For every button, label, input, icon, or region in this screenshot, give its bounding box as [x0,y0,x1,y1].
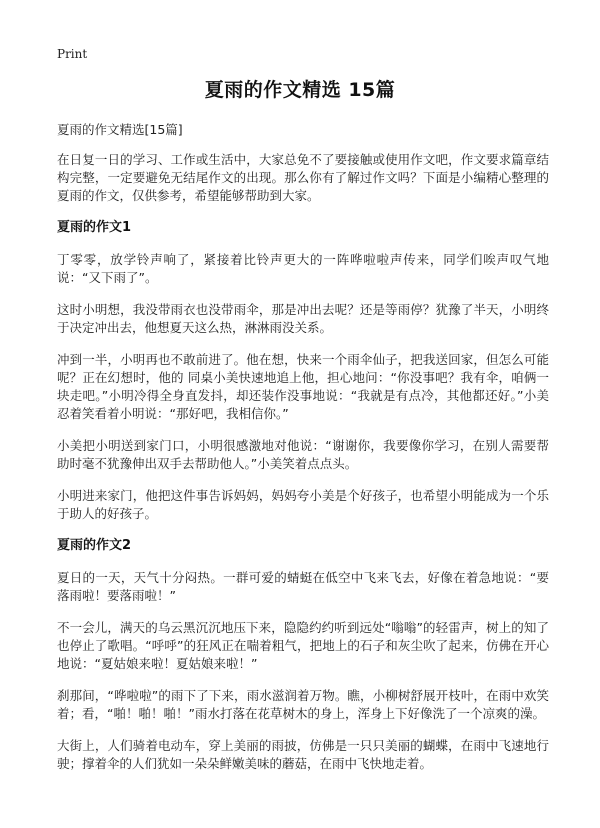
article-body [57,121,549,787]
intro-paragraph: 在日复一日的学习、工作或生活中，大家总免不了要接触或使用作文吧，作文要求篇章结构完整，一定要避免无结尾作文的出现。那么你有了解过作文吗？下面是小编精心整理的夏雨的作文，仅供参考，希望能够帮助到大家。 [57,152,549,203]
paragraph: 冲到一半，小明再也不敢前进了。他在想，快来一个雨伞仙子，把我送回家，但怎么可能呢？正在幻想时，他的 同桌小美快速地追上他，担心地问：“你没事吧？我有伞，咱俩一块走吧。”小明冷得全身直发抖，却还装作没事地说：“我就是有点冷，其他都还好。”小美忍着笑看着小明说：“那好吧，我相信你。” [57,352,549,421]
paragraph: 刹那间，“哗啦啦”的雨下了下来，雨水滋润着万物。瞧，小柳树舒展开枝叶，在雨中欢笑着；看，“啪！啪！啪！”雨水打落在花草树木的身上，浑身上下好像洗了一个凉爽的澡。 [57,688,549,721]
article-subtitle: 夏雨的作文精选[15篇] [57,122,183,137]
paragraph: 这时小明想，我没带雨衣也没带雨伞，那是冲出去呢？还是等雨停？犹豫了半天，小明终于决定冲出去，他想夏天这么热，淋淋雨没关系。 [57,302,549,335]
paragraph: 小美把小明送到家门口，小明很感激地对他说：“谢谢你，我要像你学习，在别人需要帮助时毫不犹豫伸出双手去帮助他人。”小美笑着点点头。 [57,438,549,471]
section-heading: 夏雨的作文1 [57,220,132,235]
paragraph: 丁零零，放学铃声响了，紧接着比铃声更大的一阵哗啦啦声传来，同学们唉声叹气地说：“又下雨了”。 [57,252,549,285]
print-link[interactable]: Print [57,47,88,61]
paragraph: 大街上，人们骑着电动车，穿上美丽的雨披，仿佛是一只只美丽的蝴蝶，在雨中飞速地行驶；撑着伞的人们犹如一朵朵鲜嫩美味的蘑菇，在雨中飞快地走着。 [57,738,549,771]
paragraph: 夏日的一天，天气十分闷热。一群可爱的蜻蜓在低空中飞来飞去，好像在着急地说：“要落雨啦！要落雨啦！” [57,570,549,603]
paragraph: 不一会儿，满天的乌云黑沉沉地压下来，隐隐约约听到远处“嗡嗡”的轻雷声，树上的知了也停止了歌唱。“呼呼”的狂风正在喘着粗气，把地上的石子和灰尘吹了起来，仿佛在开心地说：“夏姑娘来啦！夏姑娘来啦！” [57,620,549,671]
paragraph: 小明进来家门，他把这件事告诉妈妈，妈妈夸小美是个好孩子，也希望小明能成为一个乐于助人的好孩子。 [57,488,549,521]
page-title: 夏雨的作文精选 15篇 [204,79,396,101]
essay-section-1 [57,219,549,523]
section-heading: 夏雨的作文2 [57,538,132,553]
essay-section-2 [57,537,549,773]
